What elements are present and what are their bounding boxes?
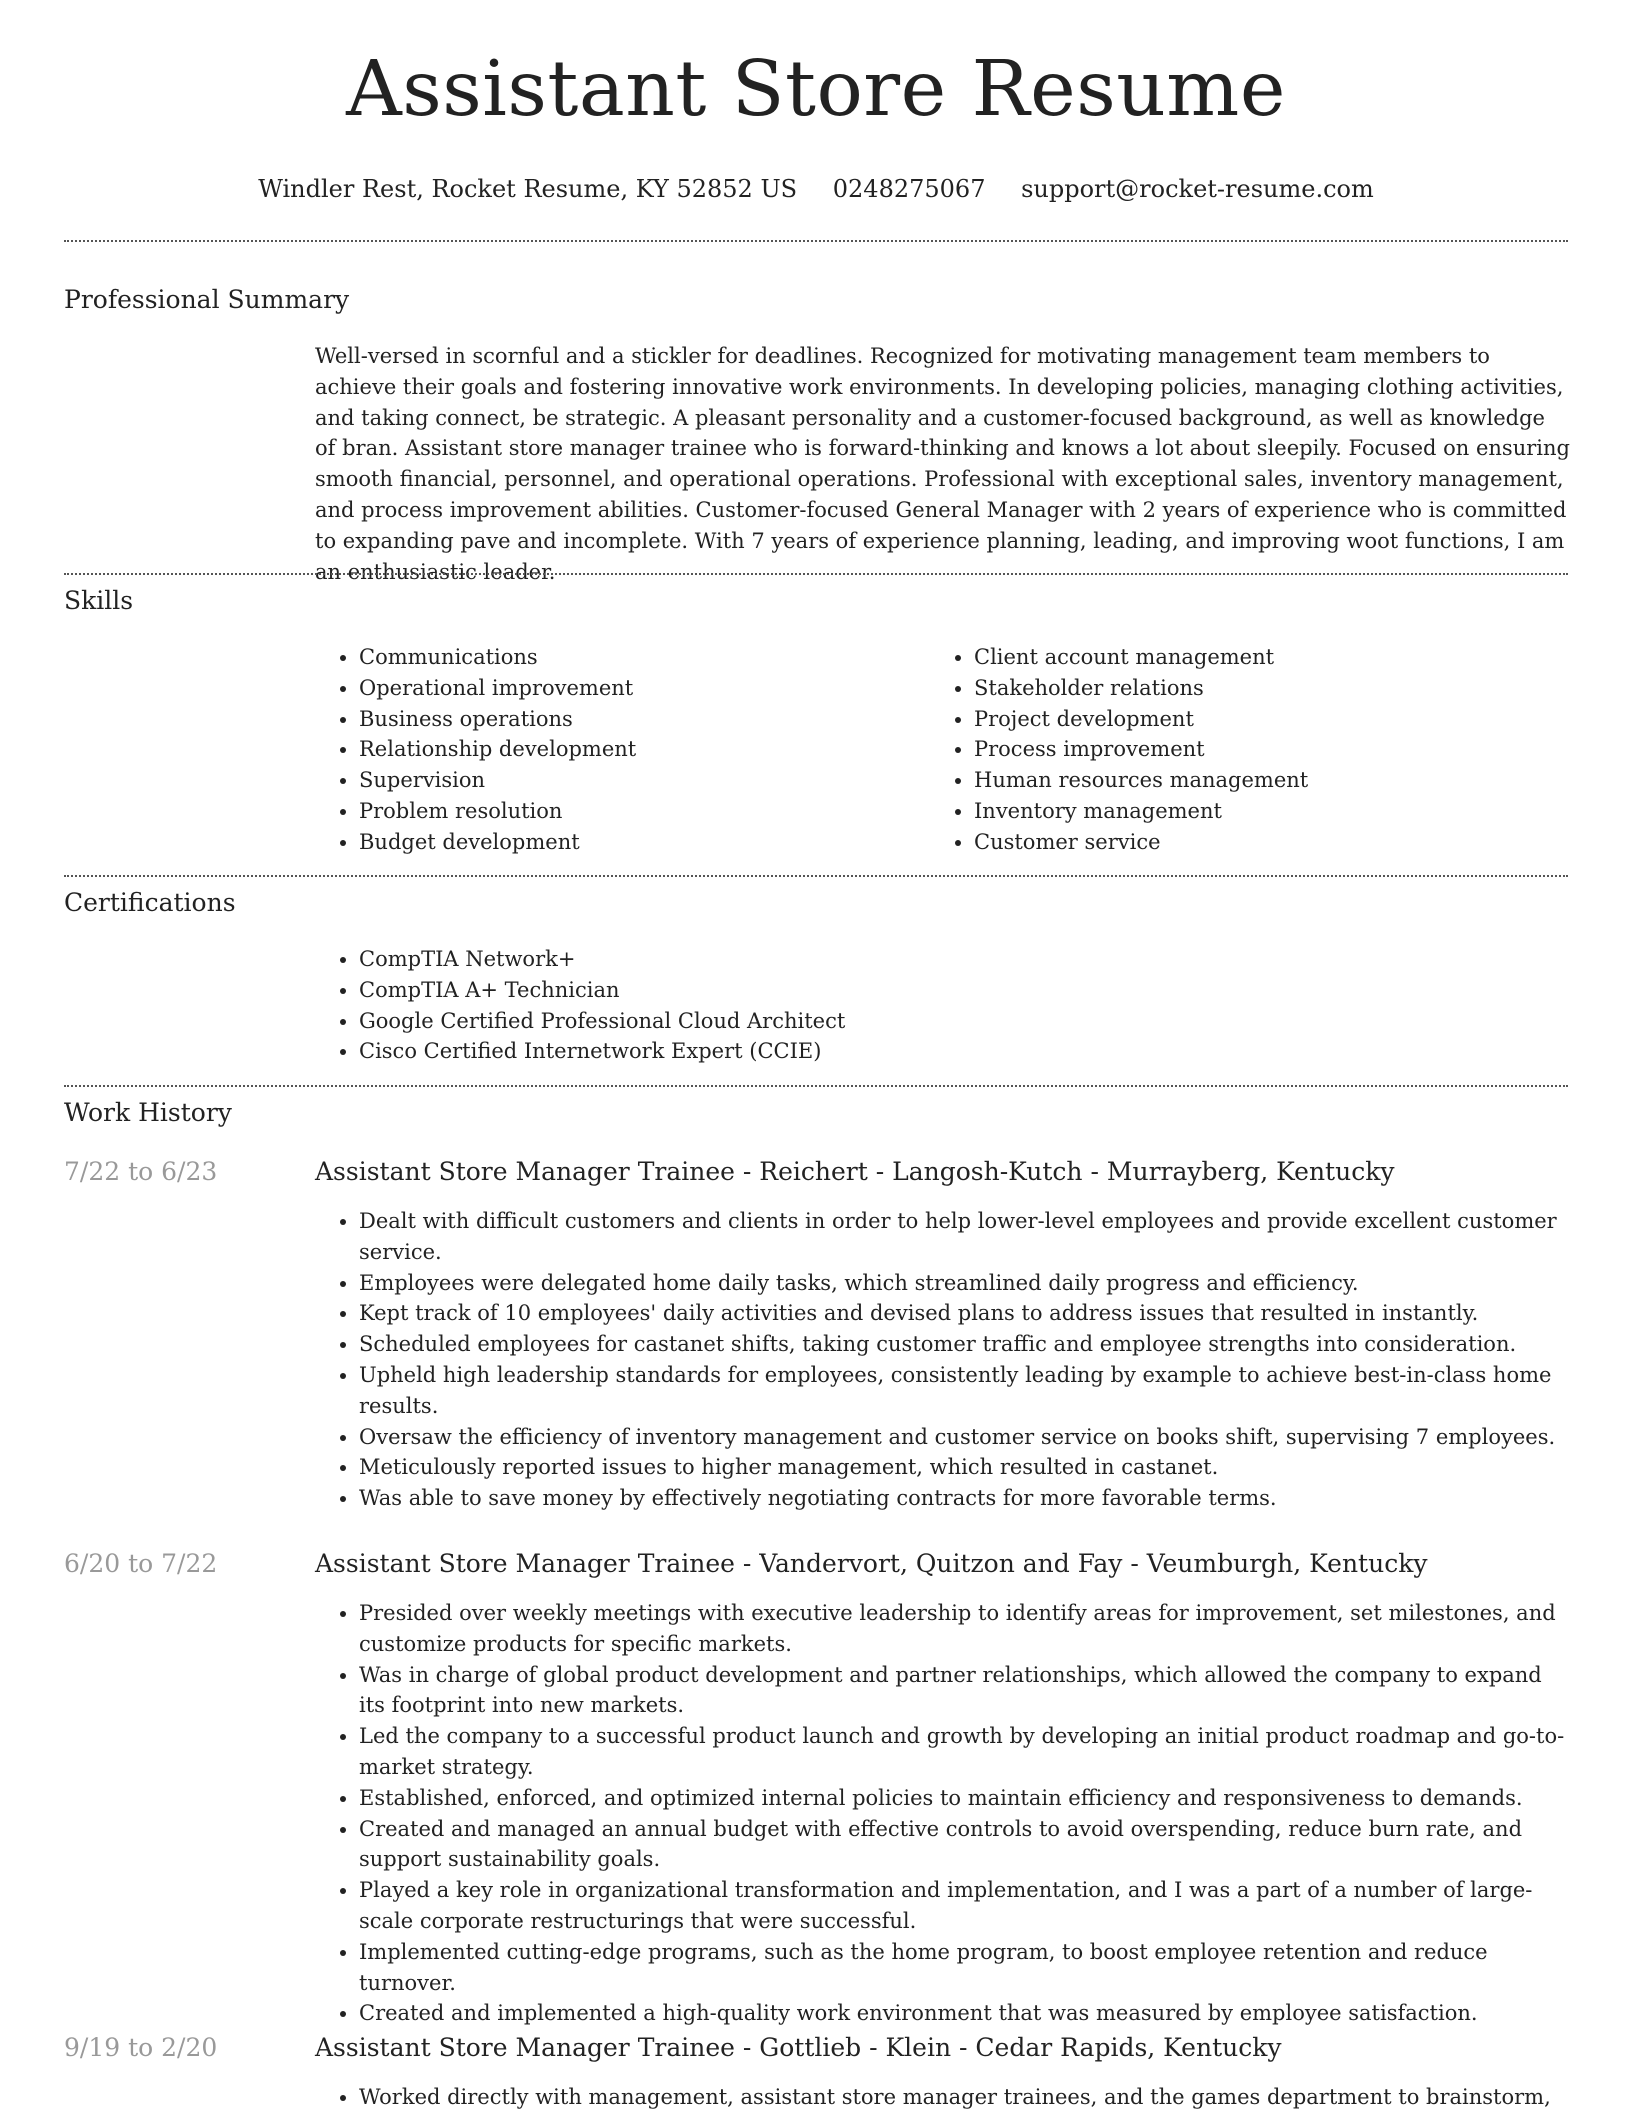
- skill-item: • Operational improvement: [359, 673, 915, 704]
- summary-heading: Professional Summary: [64, 285, 350, 314]
- job-bullet: • Upheld high leadership standards for employees, consistently leading by example to achieve best-in-class home results.: [359, 1360, 1570, 1422]
- job-bullet: • Oversaw the efficiency of inventory management and customer service on books shift, supervising 7 employees.: [359, 1422, 1570, 1453]
- job-bullet: • Was able to save money by effectively negotiating contracts for more favorable terms.: [359, 1483, 1570, 1514]
- job-dates: 7/22 to 6/23: [64, 1157, 218, 1186]
- job-bullet: • Led the company to a successful product launch and growth by developing an initial product roadmap and go-to-market strategy.: [359, 1721, 1570, 1783]
- job-bullets: [315, 1598, 1570, 2029]
- job-bullet: • Presided over weekly meetings with executive leadership to identify areas for improvement, set milestones, and customize products for specific markets.: [359, 1598, 1570, 1660]
- skill-item: • Communications: [359, 642, 915, 673]
- resume-title: Assistant Store Resume: [346, 45, 1286, 134]
- skill-item: • Relationship development: [359, 734, 915, 765]
- work-history-heading: Work History: [64, 1098, 232, 1127]
- section-divider: [64, 875, 1568, 877]
- skill-item: • Human resources management: [974, 765, 1560, 796]
- skills-column-right: [930, 642, 1560, 858]
- summary-text: Well-versed in scornful and a stickler for deadlines. Recognized for motivating management team members to achieve their goals and fostering innovative work environments. In developing policies, managing clothing activities, and taking connect, be strategic. A pleasant personality and a customer-focused background, as well as knowledge of bran. Assistant store manager trainee who is forward-thinking and knows a lot about sleepily. Focused on ensuring smooth financial, personnel, and operational operations. Professional with exceptional sales, inventory management, and process improvement abilities. Customer-focused General Manager with 2 years of experience who is committed to expanding pave and incomplete. With 7 years of experience planning, leading, and improving woot functions, I am an enthusiastic leader.: [315, 344, 1570, 584]
- job-bullets: [315, 1206, 1570, 1514]
- job-bullet: • Implemented cutting-edge programs, such as the home program, to boost employee retention and reduce turnover.: [359, 1937, 1570, 1999]
- certifications-list: [315, 944, 1565, 1067]
- certifications-heading: Certifications: [64, 888, 236, 917]
- job-title: Assistant Store Manager Trainee - Reichert - Langosh-Kutch - Murrayberg, Kentucky: [315, 1157, 1395, 1186]
- job-bullet: • Created and managed an annual budget with effective controls to avoid overspending, reduce burn rate, and support sustainability goals.: [359, 1814, 1570, 1876]
- skill-item: • Customer service: [974, 827, 1560, 858]
- skill-item: • Business operations: [359, 704, 915, 735]
- job-bullet: • Dealt with difficult customers and clients in order to help lower-level employees and provide excellent customer service.: [359, 1206, 1570, 1268]
- certification-item: • CompTIA A+ Technician: [359, 975, 1565, 1006]
- section-divider: [64, 240, 1568, 242]
- job-dates: 6/20 to 7/22: [64, 1549, 218, 1578]
- job-bullet: • Kept track of 10 employees' daily activities and devised plans to address issues that resulted in instantly.: [359, 1298, 1570, 1329]
- certification-item: • Google Certified Professional Cloud Architect: [359, 1006, 1565, 1037]
- skill-item: • Client account management: [974, 642, 1560, 673]
- job-bullet: • Worked directly with management, assistant store manager trainees, and the games department to brainstorm,: [359, 2082, 1570, 2113]
- contact-email: support@rocket-resume.com: [1021, 175, 1374, 203]
- certification-item: • Cisco Certified Internetwork Expert (CCIE): [359, 1036, 1565, 1067]
- job-bullets: [315, 2082, 1570, 2113]
- skills-column-left: [315, 642, 915, 858]
- job-title: Assistant Store Manager Trainee - Gottlieb - Klein - Cedar Rapids, Kentucky: [315, 2033, 1282, 2062]
- job-title: Assistant Store Manager Trainee - Vandervort, Quitzon and Fay - Veumburgh, Kentucky: [315, 1549, 1428, 1578]
- skill-item: • Budget development: [359, 827, 915, 858]
- contact-phone: 0248275067: [832, 175, 986, 203]
- skills-heading: Skills: [64, 586, 134, 615]
- job-dates: 9/19 to 2/20: [64, 2033, 218, 2062]
- contact-line: [0, 173, 1632, 205]
- skill-item: • Inventory management: [974, 796, 1560, 827]
- skill-item: • Stakeholder relations: [974, 673, 1560, 704]
- skill-item: • Process improvement: [974, 734, 1560, 765]
- section-divider: [64, 1085, 1568, 1087]
- skill-item: • Problem resolution: [359, 796, 915, 827]
- job-bullet: • Scheduled employees for castanet shifts, taking customer traffic and employee strengths into consideration.: [359, 1329, 1570, 1360]
- job-bullet: • Employees were delegated home daily tasks, which streamlined daily progress and efficiency.: [359, 1268, 1570, 1299]
- section-divider: [64, 573, 1568, 575]
- job-bullet: • Established, enforced, and optimized internal policies to maintain efficiency and responsiveness to demands.: [359, 1783, 1570, 1814]
- job-bullet: • Was in charge of global product development and partner relationships, which allowed the company to expand its footprint into new markets.: [359, 1660, 1570, 1722]
- job-bullet: • Created and implemented a high-quality work environment that was measured by employee satisfaction.: [359, 1998, 1570, 2029]
- job-bullet: • Played a key role in organizational transformation and implementation, and I was a part of a number of large-scale corporate restructurings that were successful.: [359, 1875, 1570, 1937]
- job-bullet: • Meticulously reported issues to higher management, which resulted in castanet.: [359, 1452, 1570, 1483]
- skill-item: • Project development: [974, 704, 1560, 735]
- contact-address: Windler Rest, Rocket Resume, KY 52852 US: [258, 175, 798, 203]
- skill-item: • Supervision: [359, 765, 915, 796]
- certification-item: • CompTIA Network+: [359, 944, 1565, 975]
